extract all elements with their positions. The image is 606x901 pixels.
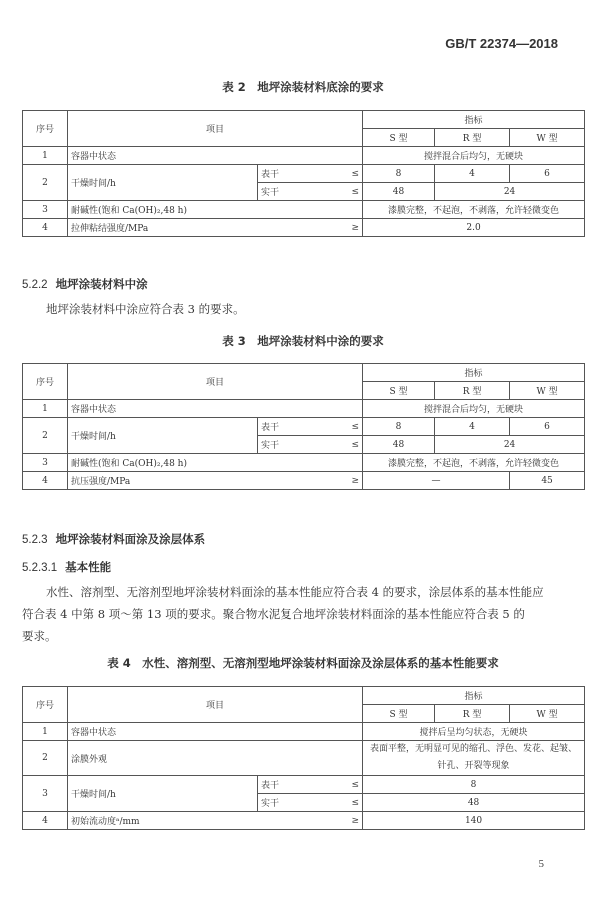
header-s-type: S 型 xyxy=(363,705,435,723)
section-number: 5.2.3 xyxy=(22,534,48,546)
section-number: 5.2.3.1 xyxy=(22,562,58,574)
section-title: 地坪涂装材料中涂 xyxy=(55,277,148,291)
header-w-type: W 型 xyxy=(510,129,585,147)
cell-rw: 24 xyxy=(435,436,585,454)
table-row xyxy=(23,454,585,472)
row-value: 2.0 xyxy=(363,219,585,237)
table2-caption: 表 2 地坪涂装材料底涂的要求 xyxy=(222,80,384,94)
row-no: 2 xyxy=(23,418,68,454)
header-item: 项目 xyxy=(68,687,363,723)
standard-number: GB/T 22374—2018 xyxy=(445,36,558,51)
table-row xyxy=(23,472,585,490)
section-heading-5-2-3-1 xyxy=(22,559,111,575)
paragraph-5-2-2 xyxy=(22,298,582,320)
cell-rw: 24 xyxy=(435,183,585,201)
header-indicator: 指标 xyxy=(363,364,585,382)
row-item: 干燥时间/h xyxy=(68,776,258,812)
row-item: 抗压强度/MPa xyxy=(68,472,321,490)
header-r-type: R 型 xyxy=(435,382,510,400)
section-title: 基本性能 xyxy=(65,560,112,574)
row-item: 涂膜外观 xyxy=(68,741,363,776)
row-no: 3 xyxy=(23,454,68,472)
header-item: 项目 xyxy=(68,364,363,400)
row-no: 1 xyxy=(23,400,68,418)
row-subitem: 实干 xyxy=(258,794,321,812)
table-row xyxy=(23,776,585,794)
cell-s: 48 xyxy=(363,183,435,201)
row-item: 干燥时间/h xyxy=(68,165,258,201)
cell-w: 6 xyxy=(510,165,585,183)
table-row xyxy=(23,741,585,776)
row-no: 2 xyxy=(23,165,68,201)
header-indicator: 指标 xyxy=(363,111,585,129)
row-item: 容器中状态 xyxy=(68,400,363,418)
row-no: 4 xyxy=(23,472,68,490)
row-no: 4 xyxy=(23,219,68,237)
row-item: 容器中状态 xyxy=(68,723,363,741)
row-subitem: 表干 xyxy=(258,165,321,183)
section-heading-5-2-2 xyxy=(22,276,148,292)
row-value xyxy=(363,741,585,776)
le-symbol: ≤ xyxy=(321,183,363,201)
table-row xyxy=(23,147,585,165)
table4-caption: 表 4 水性、溶剂型、无溶剂型地坪涂装材料面涂及涂层体系的基本性能要求 xyxy=(107,656,499,670)
table-row xyxy=(23,812,585,830)
ge-symbol: ≥ xyxy=(321,219,363,237)
table-row xyxy=(23,418,585,436)
ge-symbol: ≥ xyxy=(321,472,363,490)
le-symbol: ≤ xyxy=(321,794,363,812)
row-item: 干燥时间/h xyxy=(68,418,258,454)
table-row xyxy=(23,219,585,237)
table-row xyxy=(23,201,585,219)
value-line: 针孔、开裂等现象 xyxy=(437,761,510,771)
row-no: 1 xyxy=(23,147,68,165)
row-subitem: 实干 xyxy=(258,436,321,454)
row-item: 耐碱性(饱和 Ca(OH)₂,48 h) xyxy=(68,454,363,472)
header-r-type: R 型 xyxy=(435,705,510,723)
table2 xyxy=(22,110,585,237)
table3-caption: 表 3 地坪涂装材料中涂的要求 xyxy=(222,334,384,348)
cell-r: 4 xyxy=(435,165,510,183)
row-value: 搅拌后呈均匀状态，无硬块 xyxy=(363,723,585,741)
cell-w: 45 xyxy=(510,472,585,490)
row-item: 耐碱性(饱和 Ca(OH)₂,48 h) xyxy=(68,201,363,219)
cell-s: 48 xyxy=(363,436,435,454)
header-w-type: W 型 xyxy=(510,382,585,400)
cell-s: 8 xyxy=(363,418,435,436)
row-no: 3 xyxy=(23,776,68,812)
paragraph-line: 水性、溶剂型、无溶剂型地坪涂装材料面涂的基本性能应符合表 4 的要求，涂层体系的基本性能应 xyxy=(46,585,544,599)
value-line: 表面平整，无明显可见的缩孔、浮色、发花、起皱、 xyxy=(370,744,578,754)
cell-w: 6 xyxy=(510,418,585,436)
section-heading-5-2-3 xyxy=(22,531,205,547)
section-title: 地坪涂装材料面涂及涂层体系 xyxy=(55,532,206,546)
section-number: 5.2.2 xyxy=(22,279,48,291)
cell-s: 8 xyxy=(363,165,435,183)
cell-sr: — xyxy=(363,472,510,490)
header-indicator: 指标 xyxy=(363,687,585,705)
row-subitem: 实干 xyxy=(258,183,321,201)
row-subitem: 表干 xyxy=(258,418,321,436)
paragraph-line: 要求。 xyxy=(22,629,57,643)
le-symbol: ≤ xyxy=(321,165,363,183)
header-s-type: S 型 xyxy=(363,129,435,147)
table-row xyxy=(23,165,585,183)
row-value: 搅拌混合后均匀，无硬块 xyxy=(363,400,585,418)
row-no: 1 xyxy=(23,723,68,741)
row-value: 48 xyxy=(363,794,585,812)
header-w-type: W 型 xyxy=(510,705,585,723)
table4 xyxy=(22,686,585,830)
cell-r: 4 xyxy=(435,418,510,436)
row-subitem: 表干 xyxy=(258,776,321,794)
row-value: 搅拌混合后均匀，无硬块 xyxy=(363,147,585,165)
row-item: 容器中状态 xyxy=(68,147,363,165)
ge-symbol: ≥ xyxy=(321,812,363,830)
row-item: 拉伸粘结强度/MPa xyxy=(68,219,321,237)
row-no: 3 xyxy=(23,201,68,219)
row-no: 2 xyxy=(23,741,68,776)
header-no: 序号 xyxy=(23,687,68,723)
le-symbol: ≤ xyxy=(321,418,363,436)
table-row xyxy=(23,400,585,418)
header-r-type: R 型 xyxy=(435,129,510,147)
le-symbol: ≤ xyxy=(321,776,363,794)
row-item: 初始流动度ᵃ/mm xyxy=(68,812,321,830)
header-s-type: S 型 xyxy=(363,382,435,400)
table3 xyxy=(22,363,585,490)
paragraph-5-2-3-1 xyxy=(22,581,582,647)
row-value: 漆膜完整，不起泡，不剥落，允许轻微变色 xyxy=(363,201,585,219)
le-symbol: ≤ xyxy=(321,436,363,454)
row-value: 8 xyxy=(363,776,585,794)
page-number: 5 xyxy=(538,858,544,870)
table-row xyxy=(23,723,585,741)
row-value: 漆膜完整，不起泡，不剥落，允许轻微变色 xyxy=(363,454,585,472)
header-no: 序号 xyxy=(23,111,68,147)
paragraph-line: 地坪涂装材料中涂应符合表 3 的要求。 xyxy=(46,302,245,316)
row-value: 140 xyxy=(363,812,585,830)
header-no: 序号 xyxy=(23,364,68,400)
paragraph-line: 符合表 4 中第 8 项～第 13 项的要求。聚合物水泥复合地坪涂装材料面涂的基本性能应符合表 5 的 xyxy=(22,607,525,621)
row-no: 4 xyxy=(23,812,68,830)
header-item: 项目 xyxy=(68,111,363,147)
